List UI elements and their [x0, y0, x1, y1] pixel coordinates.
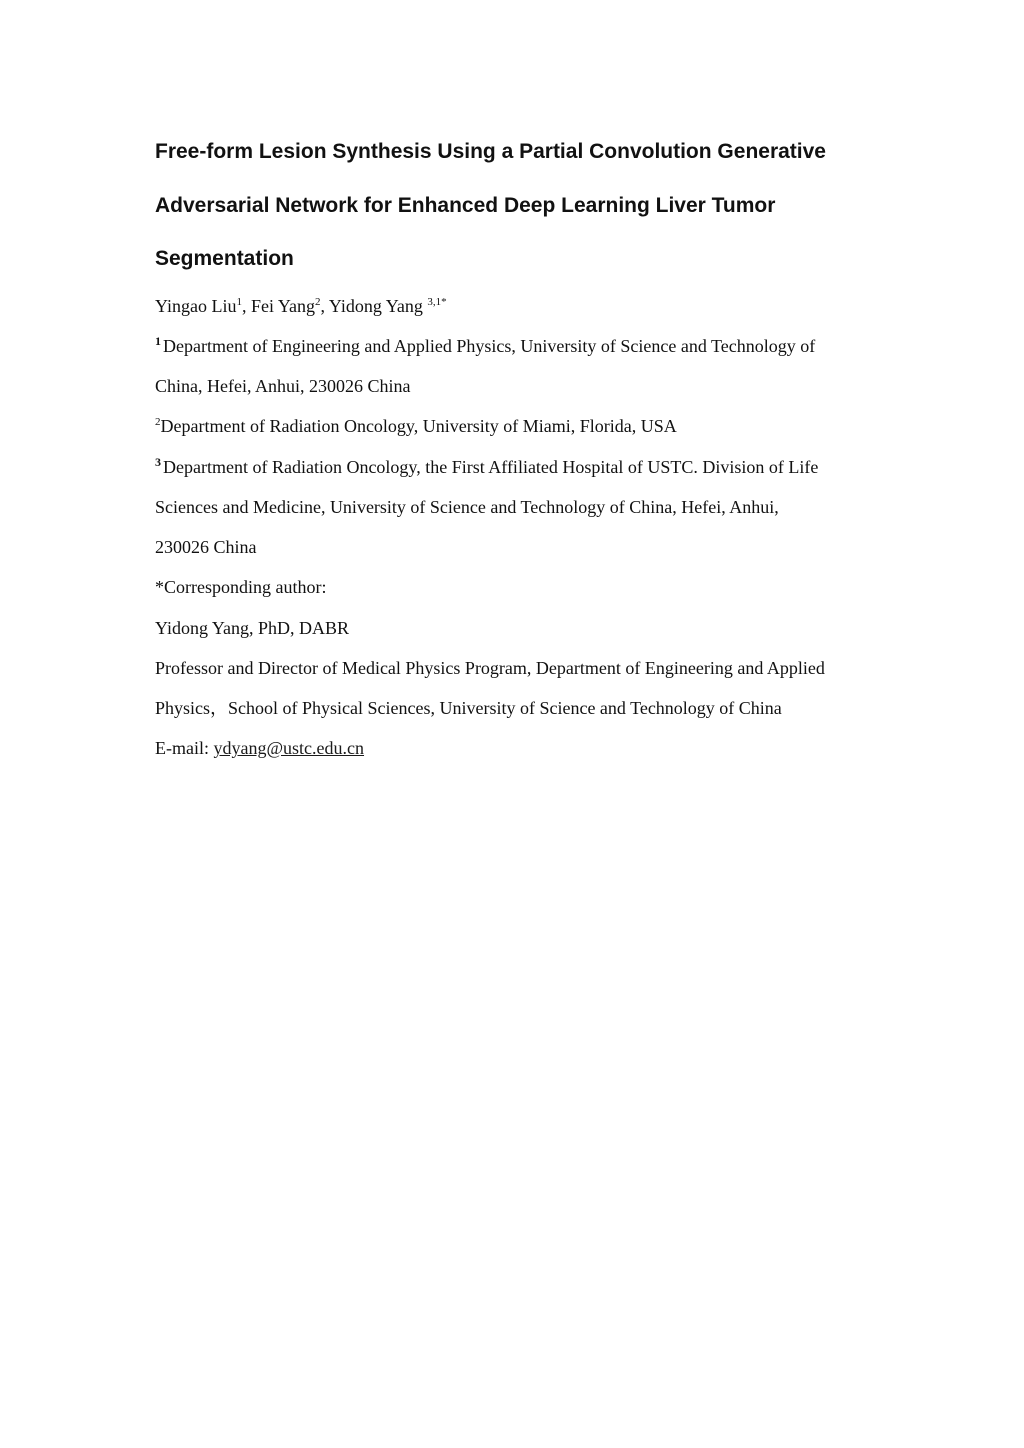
affiliation-3-continued: Sciences and Medicine, University of Science and Technology of China, Hefei, Anhui,: [155, 497, 779, 517]
affiliation-mark: 3: [155, 455, 161, 469]
corresponding-author-position: Professor and Director of Medical Physics Program, Department of Engineering and Applied: [155, 658, 825, 678]
corresponding-author-name: Yidong Yang, PhD, DABR: [155, 618, 350, 638]
affiliation-1: [155, 335, 875, 357]
affiliation-1-continued: China, Hefei, Anhui, 230026 China: [155, 376, 411, 396]
affiliation-3-continued-2: 230026 China: [155, 537, 257, 557]
author-affiliation-mark: 3,1*: [427, 296, 447, 308]
author-affiliation-mark: 2: [315, 296, 321, 308]
paper-title-line-2: Adversarial Network for Enhanced Deep Learning Liver Tumor: [155, 194, 776, 217]
affiliation-mark: 1: [155, 334, 161, 348]
paper-title-line-3: Segmentation: [155, 247, 294, 270]
corresponding-author-label: *Corresponding author:: [155, 577, 327, 597]
author-name: Yingao Liu: [155, 296, 237, 316]
author-affiliation-mark: 1: [236, 296, 242, 308]
affiliation-text: Department of Radiation Oncology, the First Affiliated Hospital of USTC. Division of Life: [163, 457, 819, 477]
paper-title-line-1: Free-form Lesion Synthesis Using a Partial Convolution Generative: [155, 140, 826, 163]
affiliation-text: Department of Engineering and Applied Physics, University of Science and Technology of: [163, 336, 816, 356]
affiliation-text: Department of Radiation Oncology, University of Miami, Florida, USA: [160, 416, 677, 436]
email-label: E-mail:: [155, 738, 214, 758]
author-name: Fei Yang: [251, 296, 316, 316]
email-link[interactable]: ydyang@ustc.edu.cn: [213, 738, 365, 758]
author-name: Yidong Yang: [328, 296, 428, 316]
email-line: [155, 737, 875, 759]
affiliation-3: [155, 456, 875, 478]
author-separator: ,: [320, 296, 329, 316]
affiliation-mark: 2: [155, 416, 161, 428]
author-separator: ,: [242, 296, 251, 316]
corresponding-author-position-continued: Physics，School of Physical Sciences, University of Science and Technology of China: [155, 698, 782, 718]
affiliation-2: [155, 415, 875, 437]
author-list: [155, 295, 875, 317]
